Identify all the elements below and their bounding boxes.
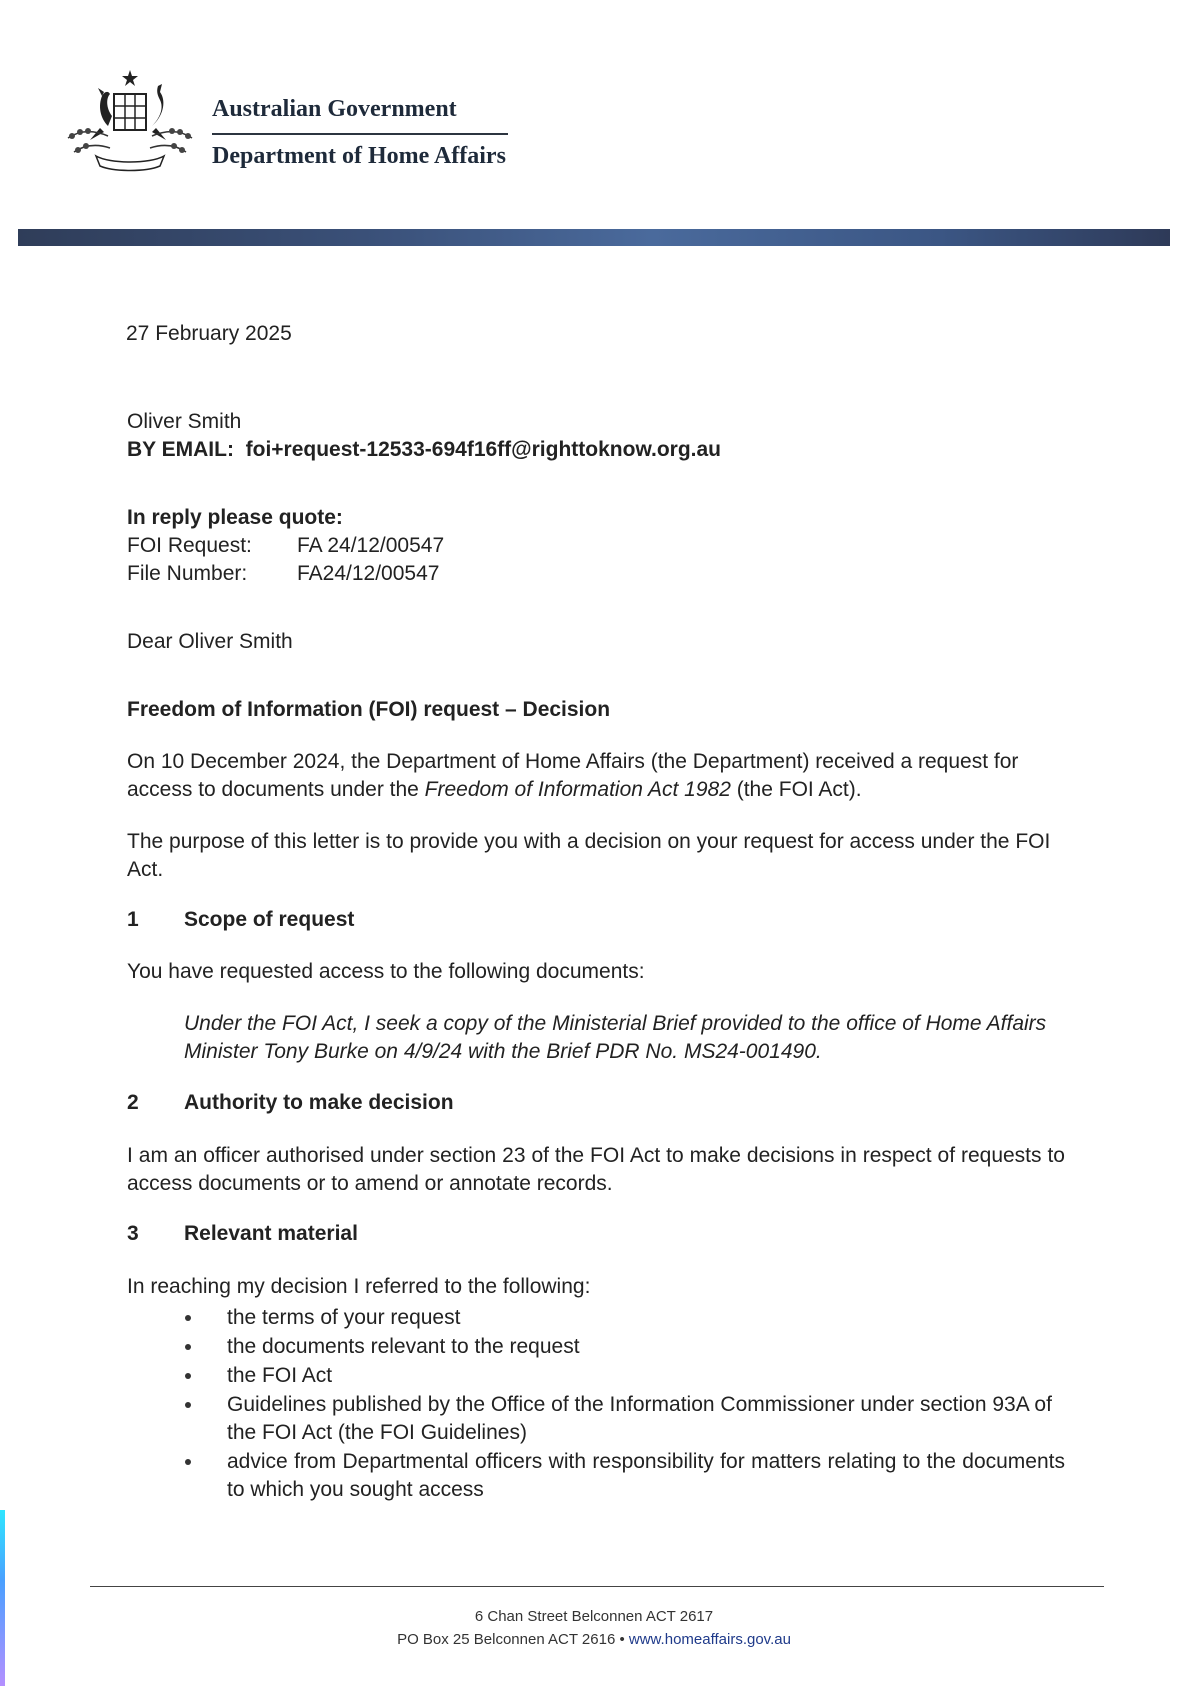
section-heading-scope [127,906,354,934]
section-heading-material [127,1220,358,1248]
intro-text-1: On 10 December 2024, the Department of Home Affairs (the Department) received a request for access to documents under the [127,750,1019,801]
file-number-row [127,560,444,588]
list-item: the FOI Act [185,1362,1065,1390]
department-name: Department of Home Affairs [212,143,506,169]
recipient-name: Oliver Smith [127,410,242,433]
material-intro: In reaching my decision I referred to the following: [127,1275,591,1298]
section-title: Authority to make decision [184,1091,454,1114]
footer-contact [0,1630,1188,1650]
government-name: Australian Government [212,96,457,122]
authority-paragraph: I am an officer authorised under section 23 of the FOI Act to make decisions in respect of requests to access documents or to amend or annotate records. [127,1144,1065,1195]
foi-request-label: FOI Request: [127,534,252,557]
po-box: PO Box 25 Belconnen ACT 2616 [397,1631,616,1648]
scan-edge-artifact [0,1510,5,1686]
scope-text: You have requested access to the following documents: [127,960,645,983]
footer-divider [90,1586,1104,1587]
act-name: Freedom of Information Act 1982 [424,778,731,801]
header-banner [18,229,1170,246]
bullet-icon [185,1344,191,1350]
reference-block [127,532,444,588]
email-label: BY EMAIL: [127,438,234,461]
section-heading-authority [127,1089,454,1117]
coat-of-arms-logo [60,68,200,178]
file-number-value: FA24/12/00547 [297,562,440,585]
letterhead-divider [212,133,508,135]
footer-address: 6 Chan Street Belconnen ACT 2617 [474,1608,714,1625]
section-number: 1 [127,908,139,931]
section-number: 2 [127,1091,139,1114]
foi-request-value: FA 24/12/00547 [297,534,445,557]
reference-heading: In reply please quote: [127,506,343,529]
section-number: 3 [127,1222,139,1245]
bullet-icon [185,1315,191,1321]
intro-paragraph [127,748,1067,804]
salutation: Dear Oliver Smith [127,630,293,653]
material-list [185,1304,1065,1505]
list-item: Guidelines published by the Office of the Information Commissioner under section 93A of the FOI Act (the FOI Guidelines) [185,1391,1065,1447]
section-title: Scope of request [184,908,355,931]
section-title: Relevant material [184,1222,358,1245]
recipient-email: foi+request-12533-694f16ff@righttoknow.org.au [245,438,722,461]
list-item: the terms of your request [185,1304,1065,1332]
bullet-icon [185,1459,191,1465]
file-number-label: File Number: [127,562,248,585]
subject-heading: Freedom of Information (FOI) request – Decision [127,698,611,721]
foi-request-row [127,532,444,560]
list-item: advice from Departmental officers with responsibility for matters relating to the documents to which you sought access [185,1448,1065,1504]
scope-quote: Under the FOI Act, I seek a copy of the Ministerial Brief provided to the office of Home Affairs Minister Tony Burke on 4/9/24 with the Brief PDR No. MS24-001490. [184,1012,1047,1063]
recipient-email-line [127,436,721,464]
bullet-icon [185,1402,191,1408]
bullet-icon [185,1373,191,1379]
list-item: the documents relevant to the request [185,1333,1065,1361]
letter-date: 27 February 2025 [126,322,292,345]
intro-text-2: (the FOI Act). [730,778,862,801]
purpose-paragraph: The purpose of this letter is to provide you with a decision on your request for access under the FOI Act. [127,830,1051,881]
separator: • [619,1631,625,1648]
website-link[interactable]: www.homeaffairs.gov.au [628,1631,791,1648]
